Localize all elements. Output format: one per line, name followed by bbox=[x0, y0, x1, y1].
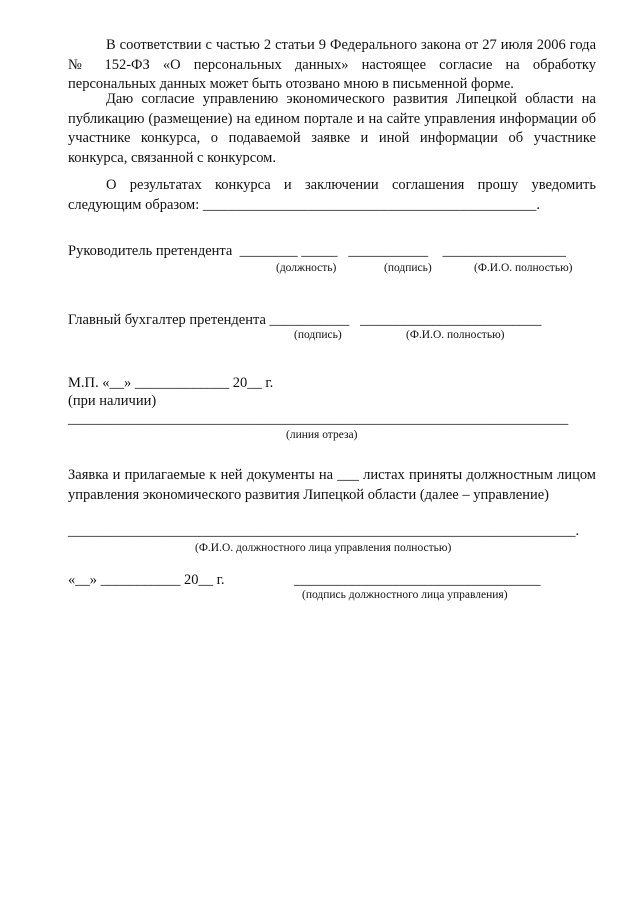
official-signature-caption: (подпись должностного лица управления) bbox=[302, 589, 508, 601]
cut-line-caption: (линия отреза) bbox=[286, 429, 358, 441]
head-signature-line: Руководитель претендента ________ _____ ___________ _________________ bbox=[68, 243, 566, 259]
acceptance-paragraph: Заявка и прилагаемые к ней документы на ___ листах приняты должностным лицом управления экономического развития Липецкой области (далее – управление) bbox=[68, 467, 596, 503]
accountant-signature-line: Главный бухгалтер претендента ___________ _________________________ bbox=[68, 312, 542, 328]
head-signature-caption: (подпись) bbox=[384, 262, 432, 274]
official-date-line: «__» ___________ 20__ г. bbox=[68, 572, 225, 588]
head-position-caption: (должность) bbox=[276, 262, 337, 274]
stamp-date-line: М.П. «__» _____________ 20__ г. bbox=[68, 375, 274, 391]
cut-line-rule: _____________________________________________________________________ bbox=[68, 411, 569, 427]
head-name-caption: (Ф.И.О. полностью) bbox=[474, 262, 573, 274]
accountant-name-caption: (Ф.И.О. полностью) bbox=[406, 329, 505, 341]
consent-revocation-paragraph: В соответствии с частью 2 статьи 9 Федерального закона от 27 июля 2006 года № 152-ФЗ «О персональных данных» настоящее согласие на обработку персональных данных может быть отозвано мною в письменной форме. bbox=[68, 37, 596, 92]
stamp-note: (при наличии) bbox=[68, 393, 157, 409]
official-name-rule: ______________________________________________________________________. bbox=[68, 523, 580, 539]
accountant-signature-caption: (подпись) bbox=[294, 329, 342, 341]
publication-consent-paragraph: Даю согласие управлению экономического развития Липецкой области на публикацию (размещение) на едином портале и на сайте управления информации об участнике конкурса, о подаваемой заявке и иной информации об участнике конкурса, связанной с конкурсом. bbox=[68, 91, 596, 166]
official-signature-rule: __________________________________ bbox=[294, 572, 541, 588]
notification-request-paragraph: О результатах конкурса и заключении соглашения прошу уведомить следующим образом: ______________________________________________. bbox=[68, 177, 596, 213]
official-name-caption: (Ф.И.О. должностного лица управления полностью) bbox=[195, 542, 452, 554]
